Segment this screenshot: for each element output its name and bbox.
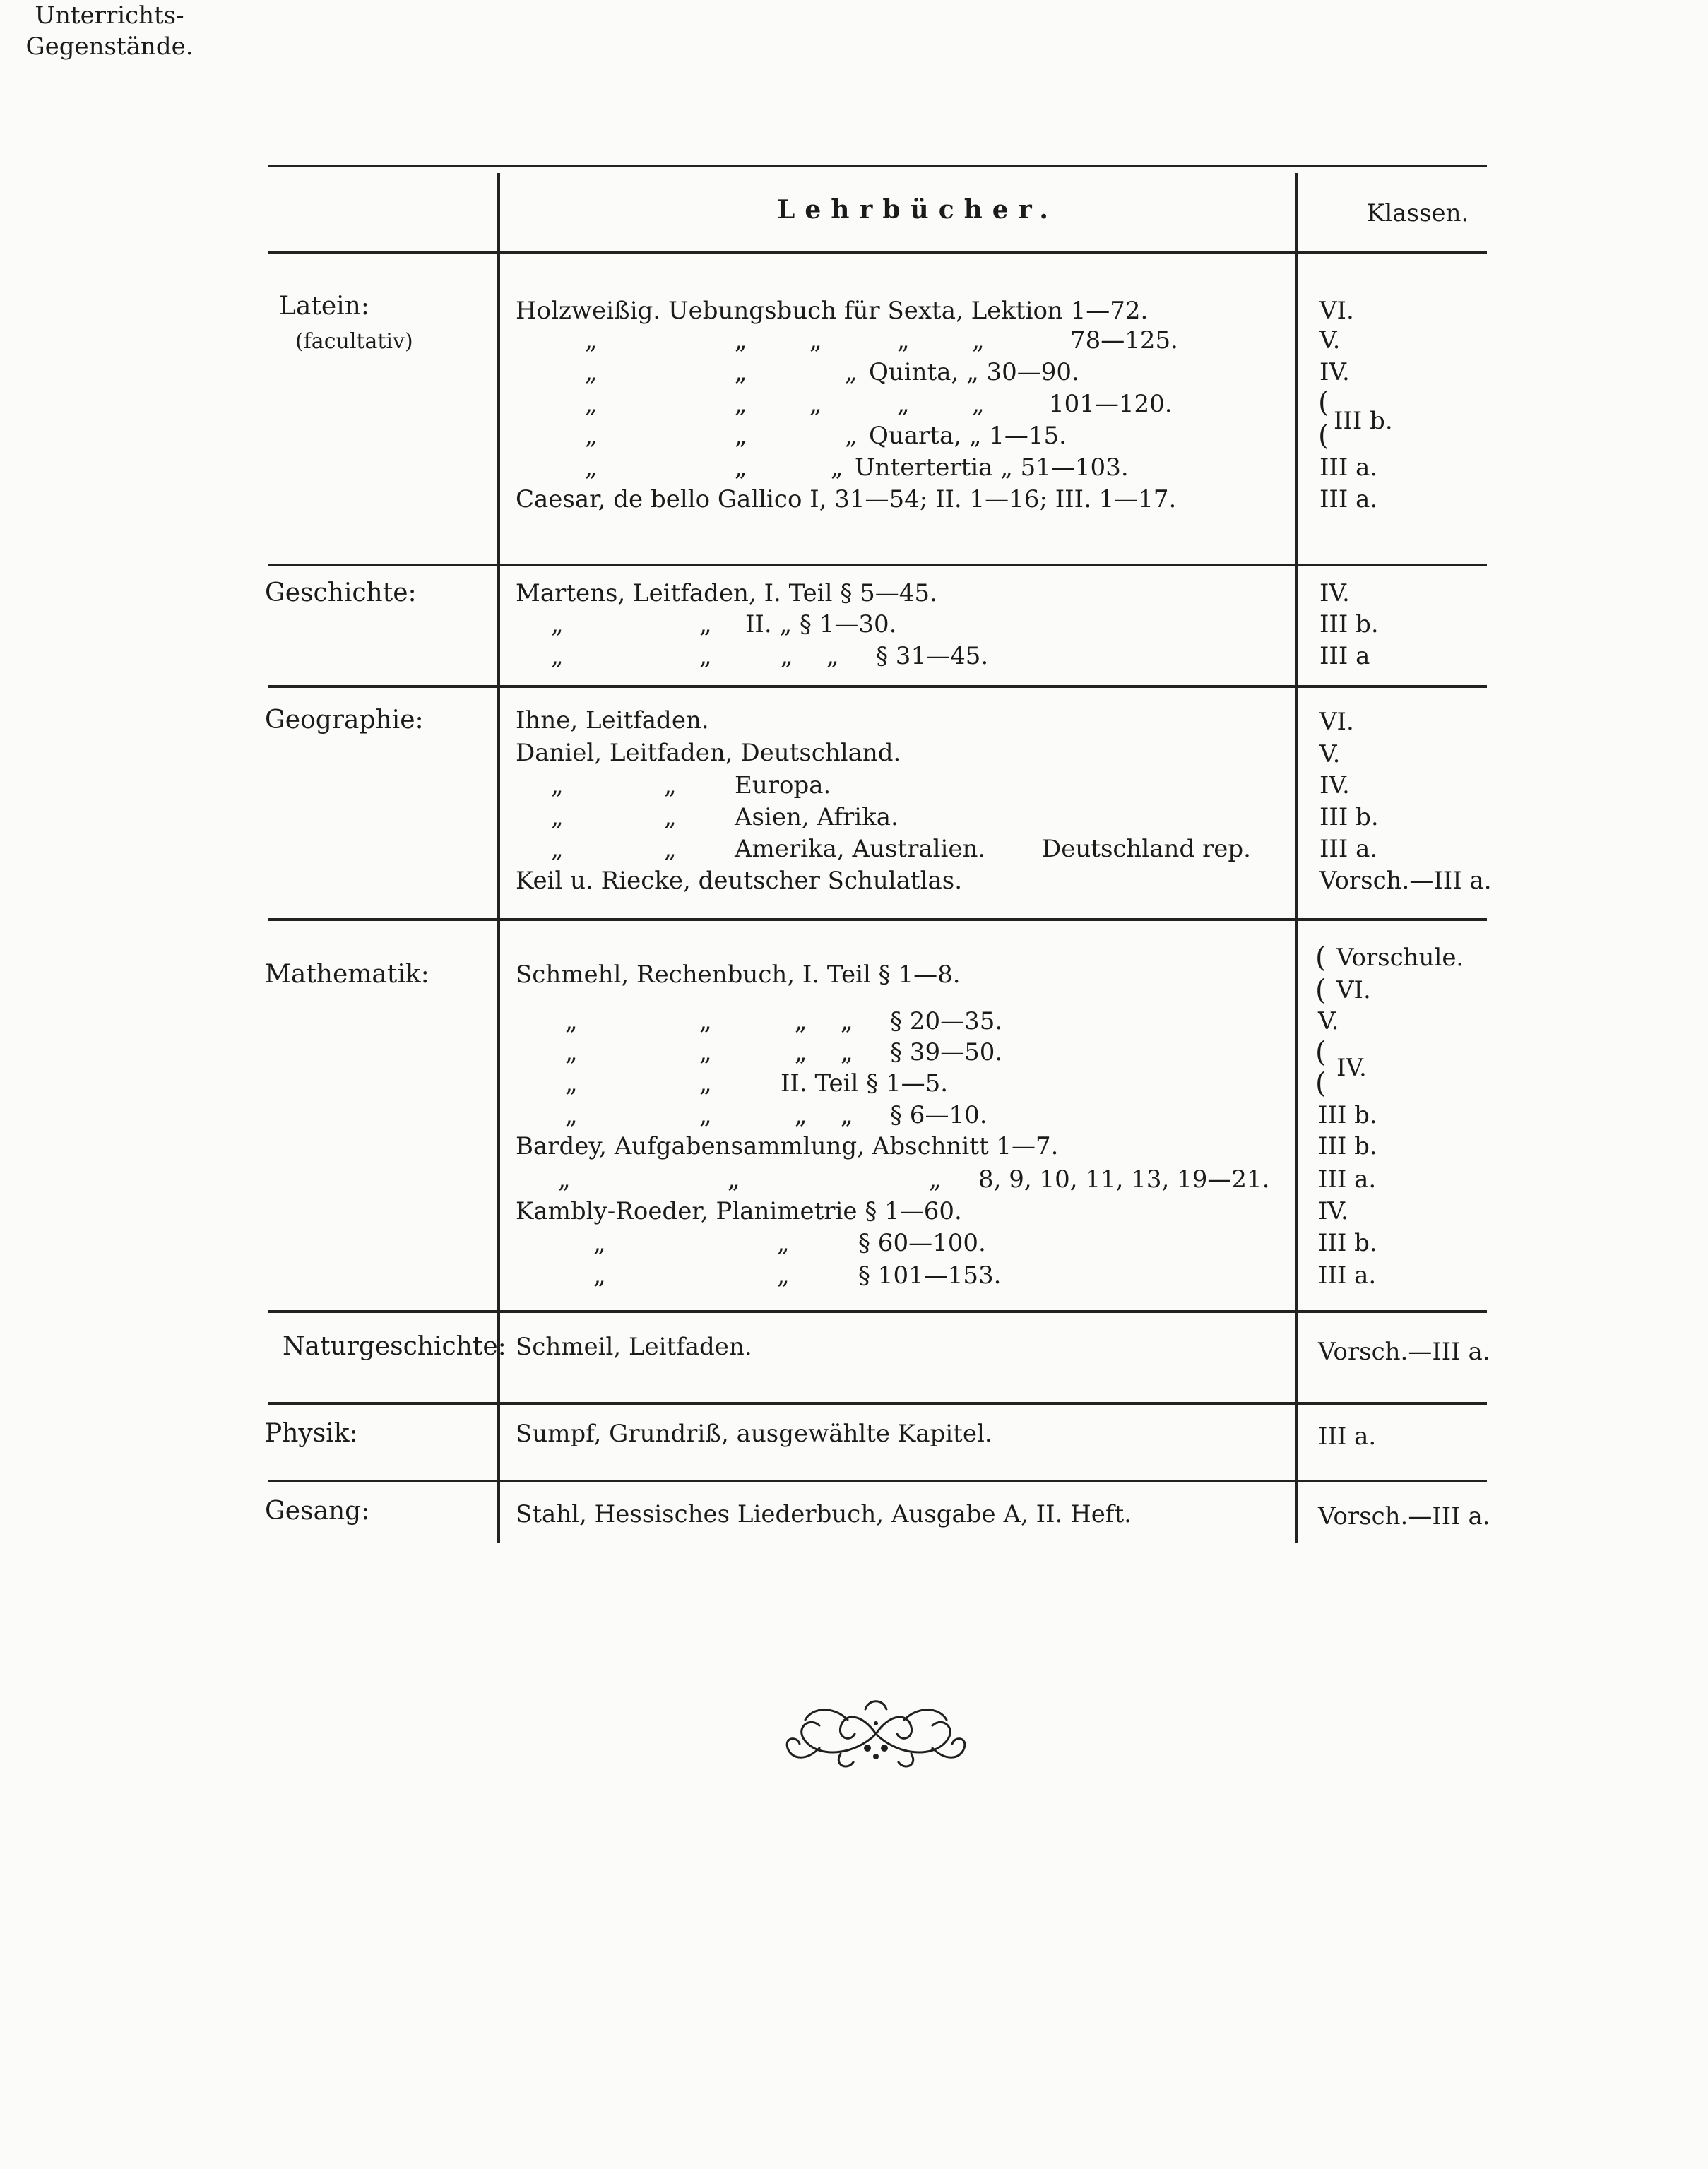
rule-gesang [268, 1480, 1487, 1482]
book-line: Schmehl, Rechenbuch, I. Teil § 1—8. [516, 961, 961, 989]
book-line: § 31—45. [876, 642, 989, 670]
ditto-mark: „ [593, 1229, 606, 1257]
ditto-mark: „ [897, 326, 910, 355]
ditto-mark: „ [735, 358, 747, 386]
ditto-mark: „ [728, 1165, 740, 1194]
ditto-mark: „ [845, 358, 858, 386]
ditto-mark: „ [664, 803, 677, 831]
ditto-mark: „ [777, 1261, 790, 1290]
ditto-mark: „ [735, 390, 747, 418]
ditto-mark: „ [585, 390, 598, 418]
subject-gesang: Gesang: [265, 1497, 370, 1526]
book-line: § 20—35. [890, 1007, 1003, 1035]
ditto-mark: „ [585, 326, 598, 355]
ditto-mark: „ [777, 1229, 790, 1257]
class-label: III b. [1318, 1229, 1377, 1257]
book-line: Ihne, Leitfaden. [516, 706, 709, 735]
book-line: Amerika, Australien. [735, 835, 986, 863]
book-line: § 60—100. [858, 1229, 986, 1257]
book-line: Deutschland rep. [1042, 835, 1251, 863]
class-label: IV. [1319, 358, 1350, 386]
class-label: Vorsch.—III a. [1318, 1502, 1490, 1531]
ditto-mark: „ [558, 1165, 571, 1194]
class-label: V. [1319, 326, 1341, 355]
class-label: III b. [1318, 1132, 1377, 1160]
ditto-mark: „ [972, 390, 985, 418]
ditto-mark: „ [551, 803, 564, 831]
book-line: 8, 9, 10, 11, 13, 19—21. [978, 1165, 1270, 1194]
ditto-mark: „ [699, 1038, 712, 1066]
brace-mark: ( [1315, 1067, 1327, 1100]
ditto-mark: „ [585, 453, 598, 482]
book-line: Keil u. Riecke, deutscher Schulatlas. [516, 867, 963, 895]
ditto-mark: „ [565, 1101, 578, 1129]
class-label: III a. [1318, 1261, 1377, 1290]
column-divider-right [1295, 173, 1298, 1543]
class-label: IV. [1318, 1197, 1348, 1225]
class-label: Vorschule. [1336, 944, 1464, 972]
ditto-mark: „ [735, 422, 747, 450]
ditto-mark: „ [845, 422, 858, 450]
book-line: Europa. [735, 771, 831, 800]
ditto-mark: „ [699, 1069, 712, 1098]
header-subjects-line2: Gegenstände. [25, 32, 194, 61]
ditto-mark: „ [585, 422, 598, 450]
header-classes: Klassen. [1367, 199, 1469, 227]
rule-geschichte [268, 564, 1487, 566]
ditto-mark: „ [831, 453, 843, 482]
class-label: V. [1318, 1007, 1339, 1035]
ditto-mark: „ [929, 1165, 942, 1194]
ditto-mark: „ [551, 771, 564, 800]
ditto-mark: „ [841, 1038, 853, 1066]
book-line: II. „ § 1—30. [745, 610, 897, 638]
class-label: III a. [1319, 485, 1378, 513]
header-subjects [0, 0, 219, 62]
header-rule [268, 251, 1487, 254]
subject-mathematik: Mathematik: [265, 960, 429, 989]
book-line: Asien, Afrika. [735, 803, 899, 831]
class-label: III b. [1318, 1101, 1377, 1129]
subject-latein-note: (facultativ) [295, 329, 413, 354]
ditto-mark: „ [781, 642, 793, 670]
subject-geographie: Geographie: [265, 706, 424, 735]
book-line: Bardey, Aufgabensammlung, Abschnitt 1—7. [516, 1132, 1059, 1160]
ditto-mark: „ [795, 1007, 807, 1035]
ditto-mark: „ [551, 642, 564, 670]
rule-naturgeschichte [268, 1310, 1487, 1313]
book-line: Sumpf, Grundriß, ausgewählte Kapitel. [516, 1420, 992, 1448]
ditto-mark: „ [699, 610, 712, 638]
class-label: III b. [1319, 610, 1379, 638]
book-line: II. Teil § 1—5. [781, 1069, 949, 1098]
class-label: IV. [1319, 579, 1350, 607]
ditto-mark: „ [795, 1101, 807, 1129]
class-label: III b. [1319, 803, 1379, 831]
class-label: VI. [1336, 976, 1371, 1004]
ditto-mark: „ [699, 1007, 712, 1035]
ditto-mark: „ [809, 390, 822, 418]
book-line: Holzweißig. Uebungsbuch für Sexta, Lektion 1—72. [516, 297, 1149, 325]
class-label: III a [1319, 642, 1370, 670]
ditto-mark: „ [972, 326, 985, 355]
ditto-mark: „ [735, 326, 747, 355]
ditto-mark: „ [551, 610, 564, 638]
class-label: III b. [1334, 407, 1393, 435]
book-line: Kambly-Roeder, Planimetrie § 1—60. [516, 1197, 962, 1225]
book-line: Martens, Leitfaden, I. Teil § 5—45. [516, 579, 937, 607]
ditto-mark: „ [551, 835, 564, 863]
brace-mark: ( [1315, 1036, 1327, 1069]
subject-naturgeschichte: Naturgeschichte: [283, 1332, 506, 1361]
book-line: Daniel, Leitfaden, Deutschland. [516, 739, 901, 767]
book-line: 101—120. [1049, 390, 1173, 418]
ditto-mark: „ [699, 1101, 712, 1129]
ditto-mark: „ [826, 642, 839, 670]
class-label: III a. [1319, 835, 1378, 863]
book-line: Quinta, „ 30—90. [869, 358, 1079, 386]
class-label: IV. [1319, 771, 1350, 800]
class-label: III a. [1318, 1165, 1377, 1194]
class-label: Vorsch.—III a. [1319, 867, 1492, 895]
book-line: Untertertia „ 51—103. [855, 453, 1129, 482]
subject-physik: Physik: [265, 1419, 358, 1448]
ditto-mark: „ [699, 642, 712, 670]
book-line: Schmeil, Leitfaden. [516, 1333, 752, 1361]
brace-mark: ( [1318, 386, 1329, 419]
class-label: III a. [1318, 1422, 1377, 1451]
subject-latein: Latein: [279, 292, 369, 321]
class-label: VI. [1319, 297, 1354, 325]
class-label: Vorsch.—III a. [1318, 1338, 1490, 1366]
ditto-mark: „ [585, 358, 598, 386]
brace-mark: ( [1318, 420, 1329, 452]
brace-mark: ( [1315, 974, 1327, 1006]
header-subjects-line1: Unterrichts- [35, 1, 184, 30]
class-label: V. [1319, 740, 1341, 768]
ditto-mark: „ [593, 1261, 606, 1290]
book-line: § 6—10. [890, 1101, 988, 1129]
top-rule [268, 165, 1487, 167]
class-label: IV. [1336, 1054, 1367, 1082]
book-line: Quarta, „ 1—15. [869, 422, 1067, 450]
ditto-mark: „ [897, 390, 910, 418]
decorative-ornament-icon [777, 1692, 975, 1776]
book-line: Caesar, de bello Gallico I, 31—54; II. 1—16; III. 1—17. [516, 485, 1177, 513]
brace-mark: ( [1315, 941, 1327, 974]
rule-mathematik [268, 918, 1487, 921]
ditto-mark: „ [841, 1007, 853, 1035]
ditto-mark: „ [795, 1038, 807, 1066]
book-line: 78—125. [1070, 326, 1178, 355]
class-label: III a. [1319, 453, 1378, 482]
rule-physik [268, 1402, 1487, 1405]
ditto-mark: „ [565, 1038, 578, 1066]
rule-geographie [268, 685, 1487, 688]
class-label: VI. [1319, 708, 1354, 736]
ditto-mark: „ [664, 771, 677, 800]
subject-geschichte: Geschichte: [265, 578, 417, 607]
ditto-mark: „ [809, 326, 822, 355]
header-books: Lehrbücher. [777, 195, 1058, 225]
book-line: Stahl, Hessisches Liederbuch, Ausgabe A, II. Heft. [516, 1500, 1132, 1528]
book-line: § 39—50. [890, 1038, 1003, 1066]
book-line: § 101—153. [858, 1261, 1002, 1290]
ditto-mark: „ [565, 1007, 578, 1035]
ditto-mark: „ [735, 453, 747, 482]
ditto-mark: „ [565, 1069, 578, 1098]
ditto-mark: „ [664, 835, 677, 863]
ditto-mark: „ [841, 1101, 853, 1129]
